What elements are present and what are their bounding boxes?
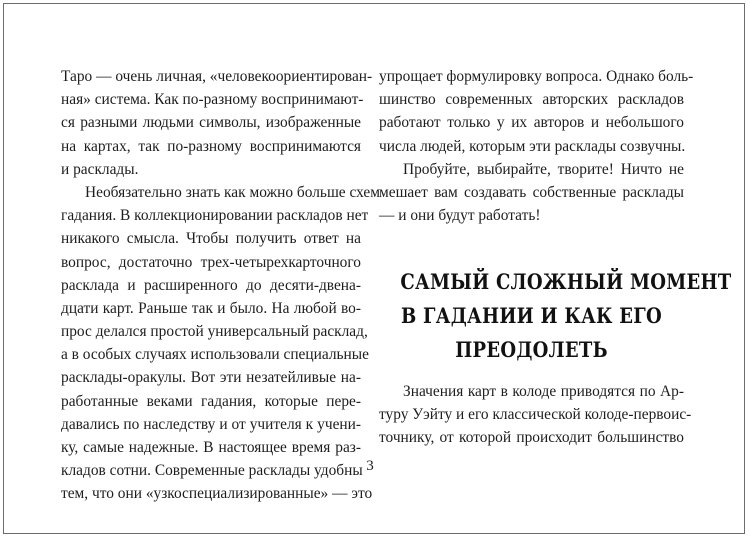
text-line: кладов сотни. Современные расклады удобны [61,462,363,480]
text-line: тем, что они «узкоспециализированные» — это [61,485,373,503]
text-line: работанные веками гадания, которые пере- [61,392,361,410]
text-line: на картах, так по-разному воспринимаются [61,137,361,155]
text-line: точнику, от которой происходит большинство [379,429,684,447]
left-column-text [61,65,380,506]
text-line: и расклады. [61,160,139,178]
text-line: вопрос, достаточно трех-четырехкарточного [61,253,361,271]
right-column-text-top [379,65,694,227]
text-line: расклада и расширенного до десяти-двена- [61,276,361,294]
text-line: гадания. В коллекционировании раскладов нет [61,207,369,225]
text-line: дцати карт. Раньше так и было. На любой во- [61,299,361,317]
text-line: никакого смысла. Чтобы получить ответ на [61,230,361,248]
text-line: Необязательно знать как можно больше схем [85,183,380,201]
text-line: ная» система. Как по-разному воспринимают- [61,91,364,109]
text-line: числа людей, которым эти расклады созвучны. [379,137,686,155]
text-line: работают только у их авторов и небольшого [379,114,684,132]
text-line: шинство современных авторских раскладов [379,91,684,109]
section-heading [400,265,732,367]
page-number: 3 [366,458,374,474]
heading-line: В ГАДАНИИ И КАК ЕГО [400,303,663,328]
text-line: расклады-оракулы. Вот эти незатейливые на- [61,369,361,387]
text-line: Значения карт в колоде приводятся по Ар- [403,383,684,400]
heading-line: САМЫЙ СЛОЖНЫЙ МОМЕНТ [400,269,732,294]
text-line: мешает вам создавать собственные расклады [379,183,684,201]
text-line: упрощает формулировку вопроса. Однако боль- [379,68,694,85]
text-line: ку, самые надежные. В настоящее время раз- [61,439,361,456]
text-line: — и они будут работать! [379,207,541,225]
text-line: туру Уэйту и его классической колоде-первоис- [379,406,692,424]
heading-line: ПРЕОДОЛЕТЬ [455,337,608,362]
text-line: ся разными людьми символы, изображенные [61,114,361,132]
text-line: прос делался простой универсальный расклад, [61,323,368,341]
text-line: давались по наследству и от учителя к учени- [61,415,361,433]
text-line: Пробуйте, выбирайте, творите! Ничто не [403,160,684,178]
text-line: а в особых случаях использовали специальные [61,346,369,364]
text-line: Таро — очень личная, «человекоориентирован- [61,68,373,85]
right-column-text-bottom [379,380,692,450]
